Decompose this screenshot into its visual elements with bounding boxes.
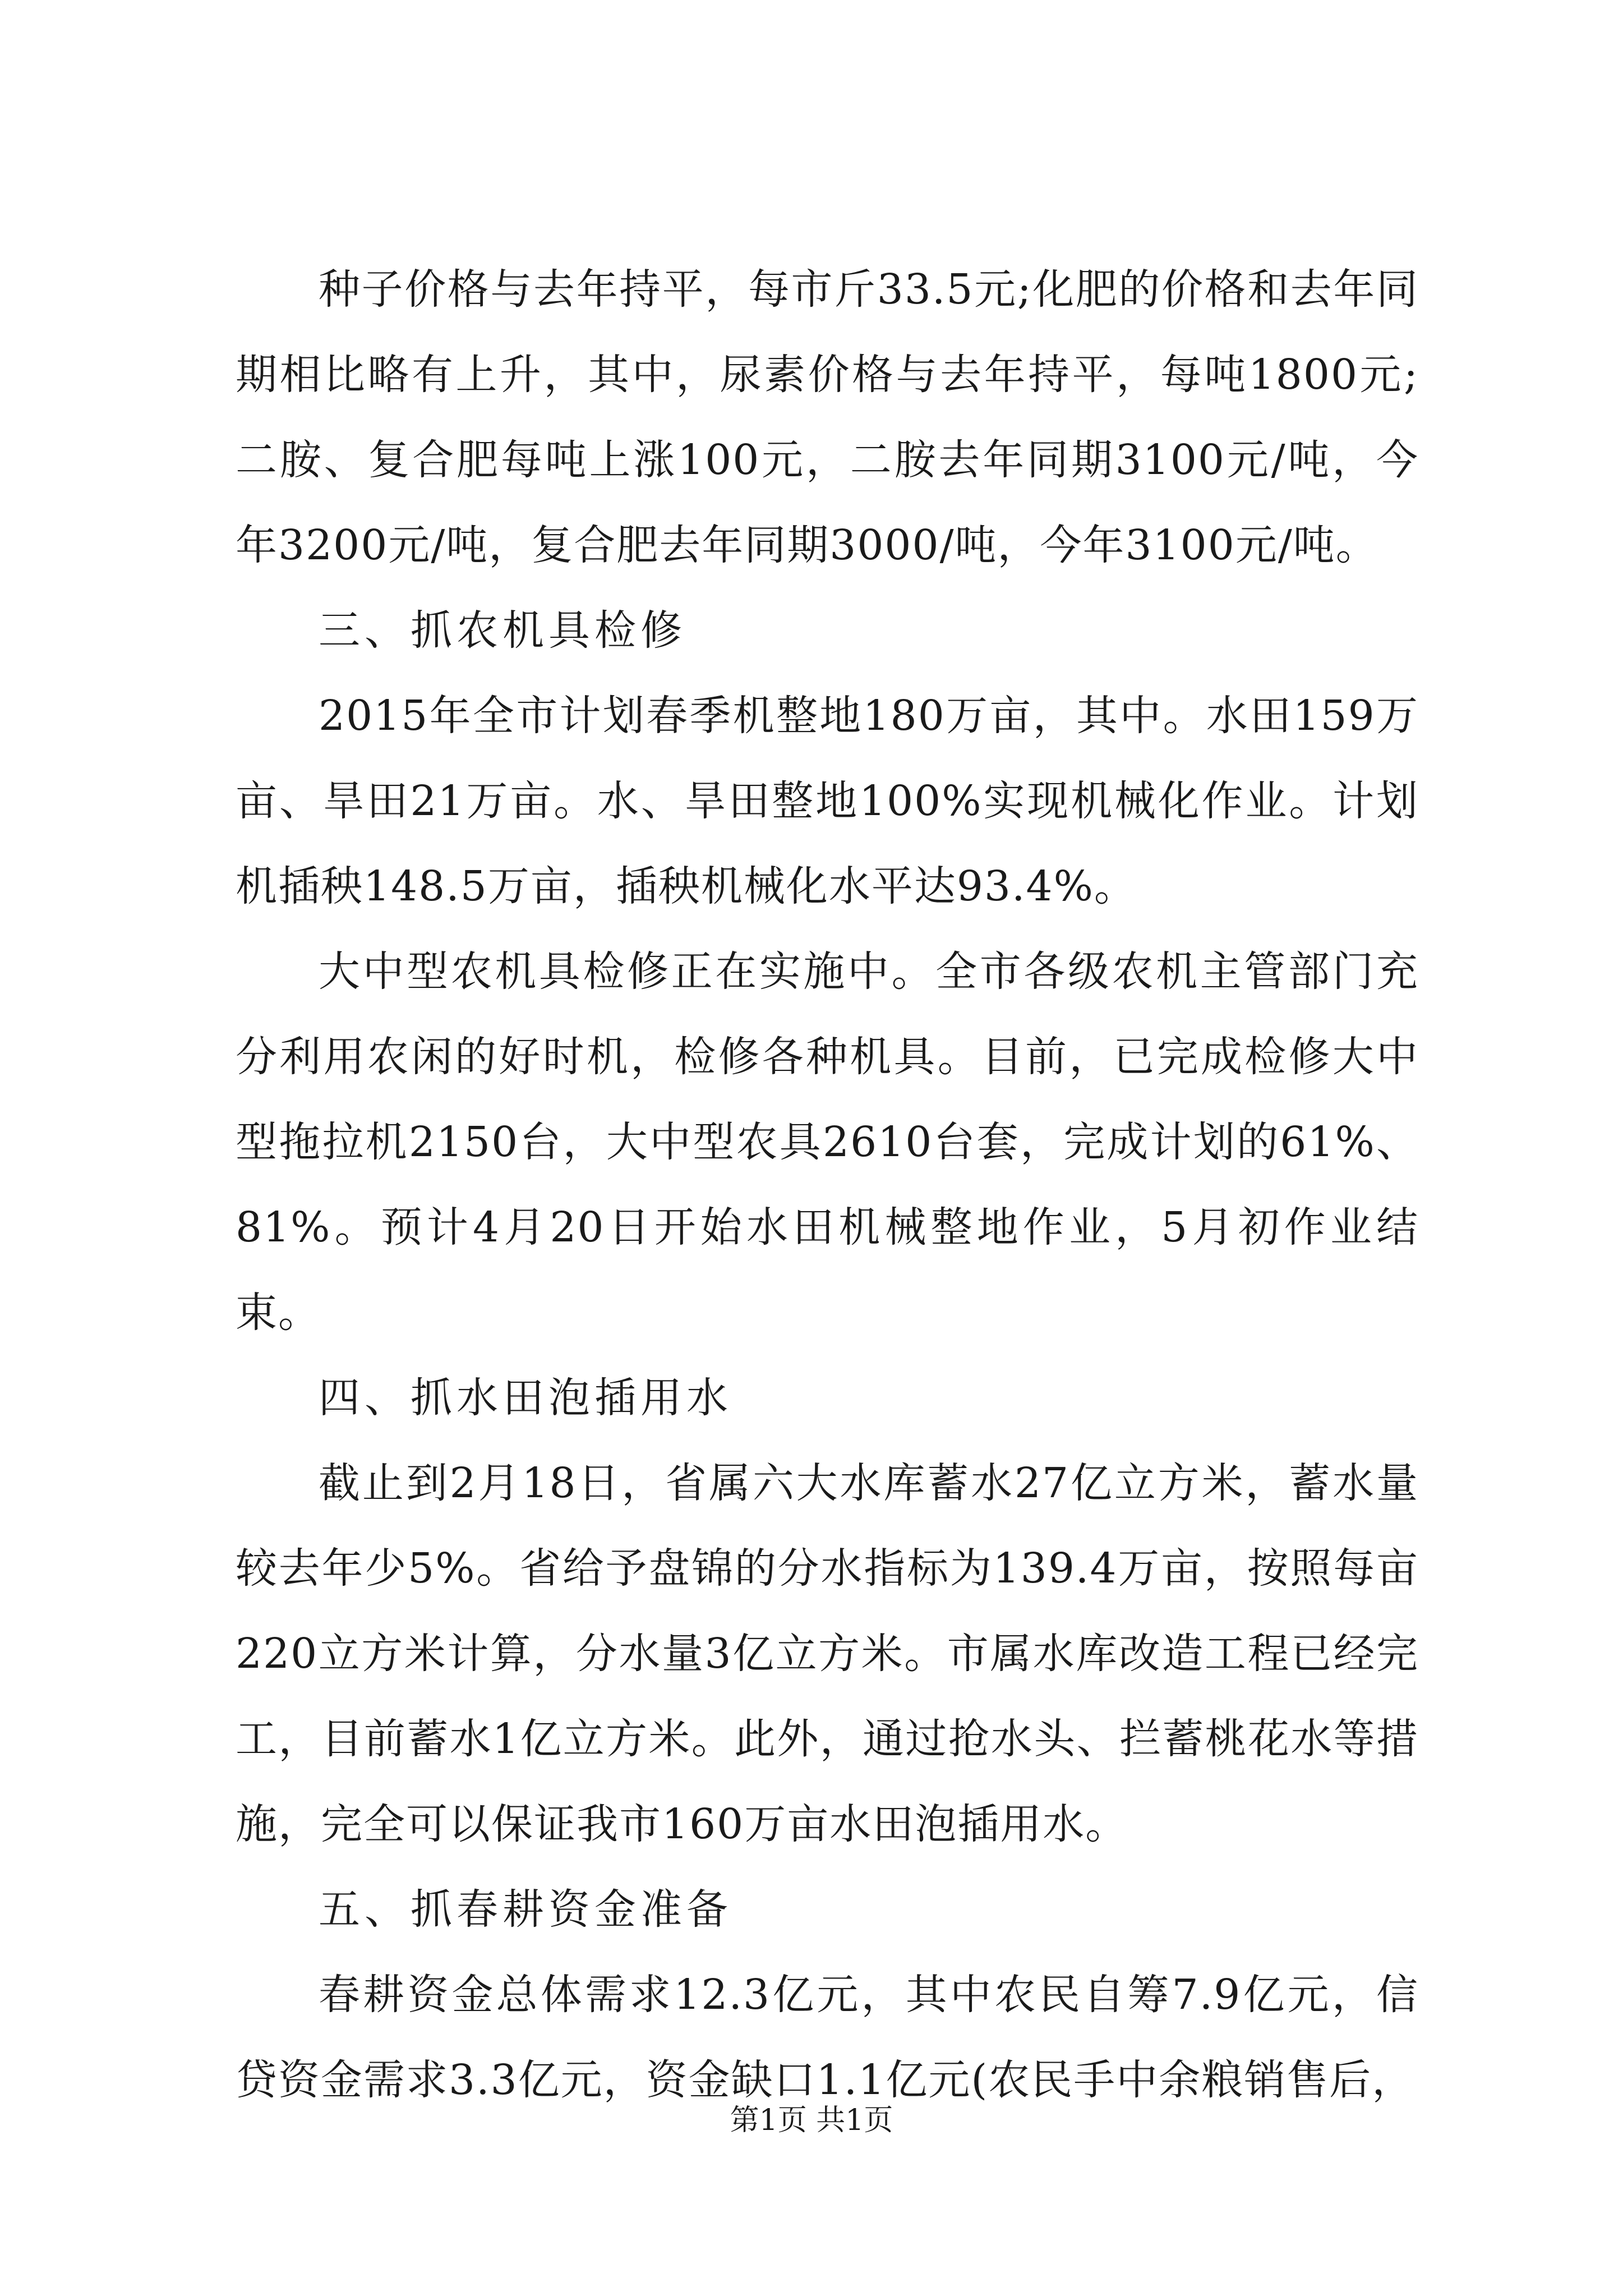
paragraph-funds: 春耕资金总体需求12.3亿元，其中农民自筹7.9亿元，信贷资金需求3.3亿元，资金缺口1.1亿元(农民手中余粮销售后， xyxy=(236,1971,1419,2104)
paragraph-prices: 种子价格与去年持平，每市斤33.5元;化肥的价格和去年同期相比略有上升，其中，尿素价格与去年持平，每吨1800元;二胺、复合肥每吨上涨100元，二胺去年同期3100元/吨，今年3200元/吨，复合肥去年同期3000/吨，今年3100元/吨。 xyxy=(236,265,1419,569)
paragraph-water-storage: 截止到2月18日，省属六大水库蓄水27亿立方米，蓄水量较去年少5%。省给予盘锦的分水指标为139.4万亩，按照每亩220立方米计算，分水量3亿立方米。市属水库改造工程已经完工，目前蓄水1亿立方米。此外，通过抢水头、拦蓄桃花水等措施，完全可以保证我市160万亩水田泡插用水。 xyxy=(236,1459,1419,1848)
page-footer: 第1页 共1页 xyxy=(730,2104,893,2137)
document-body xyxy=(236,247,1419,2123)
heading-machinery-repair: 三、抓农机具检修 xyxy=(319,606,686,655)
paragraph-machinery-status: 大中型农机具检修正在实施中。全市各级农机主管部门充分利用农闲的好时机，检修各种机具。目前，已完成检修大中型拖拉机2150台，大中型农具2610台套，完成计划的61%、81%。预计4月20日开始水田机械整地作业，5月初作业结束。 xyxy=(236,947,1419,1337)
heading-spring-funds: 五、抓春耕资金准备 xyxy=(319,1885,732,1934)
heading-paddy-water: 四、抓水田泡插用水 xyxy=(319,1374,732,1422)
paragraph-land-preparation: 2015年全市计划春季机整地180万亩，其中。水田159万亩、旱田21万亩。水、旱田整地100%实现机械化作业。计划机插秧148.5万亩，插秧机械化水平达93.4%。 xyxy=(236,692,1419,910)
